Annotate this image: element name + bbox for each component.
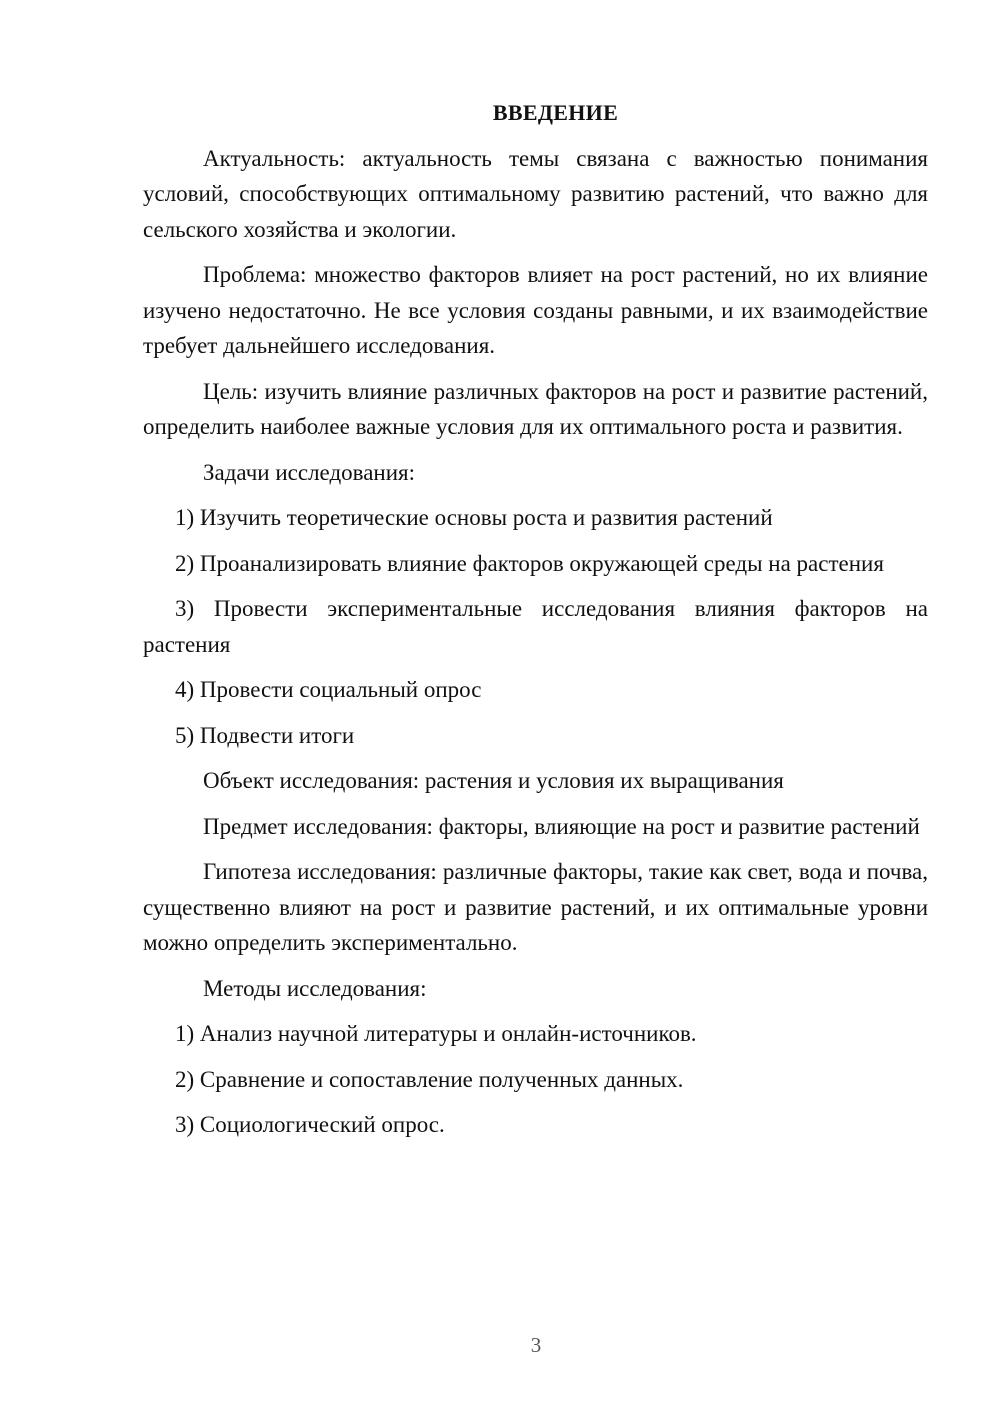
method-item: 2) Сравнение и сопоставление полученных данных.: [175, 1066, 684, 1092]
method-item: 3) Социологический опрос.: [175, 1112, 445, 1137]
page-number: 3: [530, 1333, 542, 1357]
relevance-paragraph: Актуальность: актуальность темы связана с важностью понимания условий, способствующих оптимальному развитию растений, что важно для сельского хозяйства и экологии.: [143, 145, 928, 242]
tasks-heading: Задачи исследования:: [203, 459, 416, 485]
method-item: 1) Анализ научной литературы и онлайн-источников.: [175, 1021, 697, 1046]
page-content: [143, 95, 928, 1153]
goal-paragraph: Цель: изучить влияние различных факторов на рост и развитие растений, определить наиболее важные условия для их оптимального роста и развития.: [143, 378, 928, 439]
section-title: ВВЕДЕНИЕ: [492, 100, 619, 125]
task-item: 3) Провести экспериментальные исследования влияния факторов на растения: [143, 596, 928, 657]
task-item: 4) Провести социальный опрос: [175, 677, 482, 702]
methods-heading: Методы исследования:: [203, 975, 427, 1001]
task-item: 5) Подвести итоги: [175, 722, 355, 748]
subject-paragraph: Предмет исследования: факторы, влияющие на рост и развитие растений: [203, 813, 920, 839]
task-item: 2) Проанализировать влияние факторов окружающей среды на растения: [175, 550, 884, 576]
object-paragraph: Объект исследования: растения и условия их выращивания: [203, 768, 784, 793]
task-item: 1) Изучить теоретические основы роста и развития растений: [175, 505, 773, 530]
hypothesis-paragraph: Гипотеза исследования: различные факторы, такие как свет, вода и почва, существенно влияют на рост и развитие растений, и их оптимальные уровни можно определить экспериментально.: [143, 859, 928, 955]
problem-paragraph: Проблема: множество факторов влияет на рост растений, но их влияние изучено недостаточно. Не все условия созданы равными, и их взаимодействие требует дальнейшего исследования.: [143, 262, 928, 358]
